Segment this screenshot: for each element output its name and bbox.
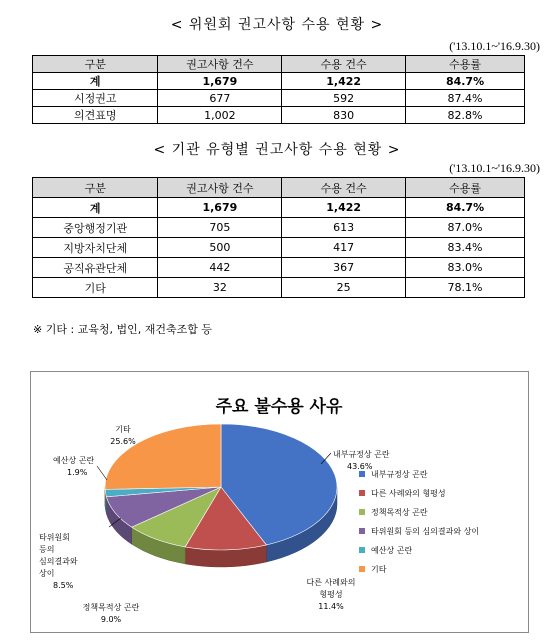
cell-value: 1,422 xyxy=(282,73,406,90)
cell-value: 84.7% xyxy=(406,198,525,218)
cell-value: 613 xyxy=(282,218,406,238)
legend-swatch-5 xyxy=(359,566,365,572)
row-label: 지방자치단체 xyxy=(33,238,158,258)
cell-value: 83.0% xyxy=(406,258,525,278)
chart-title: 주요 불수용 사유 xyxy=(215,397,343,417)
table-row xyxy=(33,107,525,124)
pie-slices xyxy=(105,424,337,550)
cell-value: 78.1% xyxy=(406,278,525,298)
table2-title: < 기관 유형별 권고사항 수용 현황 > xyxy=(153,142,401,158)
pie-label-0: 내부규정상 곤란 xyxy=(333,450,390,459)
cell-value: 25 xyxy=(282,278,406,298)
table-row xyxy=(33,278,525,298)
chart-legend xyxy=(359,469,479,574)
row-label: 계 xyxy=(33,73,158,90)
table-row xyxy=(33,90,525,107)
table-row xyxy=(33,238,525,258)
pie-label-3: 등의 xyxy=(39,545,55,554)
legend-item-3: 타위원회 등의 심의결과와 상이 xyxy=(371,527,480,536)
legend-swatch-4 xyxy=(359,547,365,553)
cell-value: 1,422 xyxy=(282,198,406,218)
pie-value-label-1: 11.4% xyxy=(318,602,344,611)
cell-value: 442 xyxy=(158,258,282,278)
legend-swatch-2 xyxy=(359,509,365,515)
footnote: ※ 기타 : 교육청, 법인, 재건축조합 등 xyxy=(33,323,213,336)
leader-line xyxy=(97,466,107,480)
row-label: 의견표명 xyxy=(33,107,158,124)
row-label: 시정권고 xyxy=(33,90,158,107)
cell-value: 82.8% xyxy=(406,107,525,124)
cell-value: 677 xyxy=(158,90,282,107)
cell-value: 1,002 xyxy=(158,107,282,124)
table1-title: < 위원회 권고사항 수용 현황 > xyxy=(170,17,384,33)
pie-label-3: 상이 xyxy=(39,569,55,578)
table2-period: ('13.10.1~'16.9.30) xyxy=(449,161,540,175)
column-header: 구분 xyxy=(33,178,158,198)
column-header: 수용 건수 xyxy=(282,56,406,73)
table1-period: ('13.10.1~'16.9.30) xyxy=(449,39,540,53)
pie-chart xyxy=(31,372,528,632)
column-header: 구분 xyxy=(33,56,158,73)
legend-item-0: 내부규정상 곤란 xyxy=(371,470,428,479)
column-header: 권고사항 건수 xyxy=(158,56,282,73)
row-label: 기타 xyxy=(33,278,158,298)
pie-label-1: 형평성 xyxy=(319,590,343,599)
row-label: 공직유관단체 xyxy=(33,258,158,278)
pie-value-label-0: 43.6% xyxy=(347,462,373,471)
pie-value-label-2: 9.0% xyxy=(100,615,122,624)
cell-value: 417 xyxy=(282,238,406,258)
legend-item-4: 예산상 곤란 xyxy=(371,546,413,555)
legend-swatch-3 xyxy=(359,528,365,534)
cell-value: 500 xyxy=(158,238,282,258)
pie-label-3: 심의결과와 xyxy=(39,557,78,566)
pie-label-1: 다른 사례와의 xyxy=(306,578,356,587)
table1 xyxy=(32,55,525,124)
column-header: 권고사항 건수 xyxy=(158,178,282,198)
cell-value: 367 xyxy=(282,258,406,278)
cell-value: 830 xyxy=(282,107,406,124)
pie-label-4: 예산상 곤란 xyxy=(53,456,95,465)
total-row xyxy=(33,73,525,90)
column-header: 수용률 xyxy=(406,178,525,198)
cell-value: 87.0% xyxy=(406,218,525,238)
row-label: 계 xyxy=(33,198,158,218)
row-label: 중앙행정기관 xyxy=(33,218,158,238)
cell-value: 83.4% xyxy=(406,238,525,258)
pie-label-5: 기타 xyxy=(115,425,131,434)
cell-value: 1,679 xyxy=(158,73,282,90)
cell-value: 592 xyxy=(282,90,406,107)
cell-value: 84.7% xyxy=(406,73,525,90)
pie-value-label-4: 1.9% xyxy=(67,468,88,477)
legend-swatch-0 xyxy=(359,471,365,477)
column-header: 수용 건수 xyxy=(282,178,406,198)
legend-item-5: 기타 xyxy=(371,565,387,574)
table-row xyxy=(33,218,525,238)
table-header-row xyxy=(33,178,525,198)
table-header-row xyxy=(33,56,525,73)
pie-chart-frame xyxy=(30,371,529,633)
pie-label-3: 타위원회 xyxy=(39,533,70,542)
pie-value-label-5: 25.6% xyxy=(110,437,136,446)
legend-item-1: 다른 사례와의 형평성 xyxy=(371,489,446,498)
cell-value: 32 xyxy=(158,278,282,298)
table2 xyxy=(32,177,525,298)
legend-item-2: 정책목적상 곤란 xyxy=(371,508,428,517)
cell-value: 705 xyxy=(158,218,282,238)
legend-swatch-1 xyxy=(359,490,365,496)
total-row xyxy=(33,198,525,218)
cell-value: 1,679 xyxy=(158,198,282,218)
pie-label-2: 정책목적상 곤란 xyxy=(82,603,140,612)
column-header: 수용률 xyxy=(406,56,525,73)
table-row xyxy=(33,258,525,278)
cell-value: 87.4% xyxy=(406,90,525,107)
pie-value-label-3: 8.5% xyxy=(53,581,74,590)
